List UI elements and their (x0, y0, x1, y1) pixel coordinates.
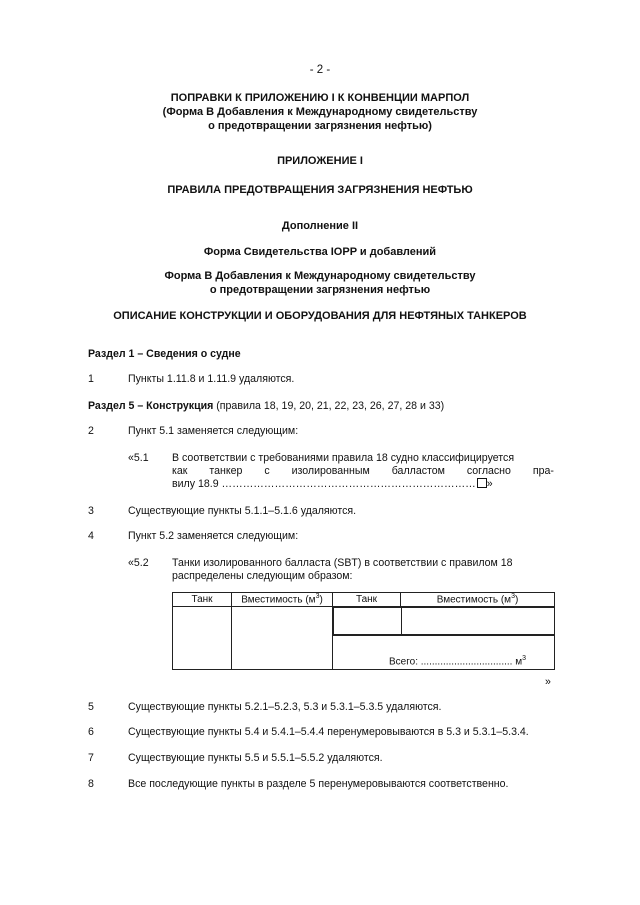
item-4-number: 4 (88, 530, 94, 542)
total-row (333, 635, 554, 669)
quote-5-1-number: «5.1 (128, 452, 149, 464)
header-line-3: о предотвращении загрязнения нефтью) (208, 120, 432, 132)
total-label: Всего: ................................. $м^3$ (388, 654, 526, 667)
item-5-text: Существующие пункты 5.2.1–5.2.3, 5.3 и 5.3.1–5.3.5 удаляются. (128, 701, 442, 713)
quote-5-1-word: согласно (466, 465, 511, 477)
right-column-group (333, 607, 555, 670)
description-title: ОПИСАНИЕ КОНСТРУКЦИИ И ОБОРУДОВАНИЯ ДЛЯ НЕФТЯНЫХ ТАНКЕРОВ (113, 310, 527, 322)
annex-title: ПРИЛОЖЕНИЕ I (277, 155, 363, 167)
form-b-line-1: Форма В Добавления к Международному свидетельству (164, 270, 476, 282)
sbt-table-body-row (173, 607, 555, 670)
quote-5-1-word: изолированным (291, 465, 370, 477)
item-6-number: 6 (88, 726, 94, 738)
item-4-text: Пункт 5.2 заменяется следующим: (128, 530, 299, 542)
header-line-1: ПОПРАВКИ К ПРИЛОЖЕНИЮ I К КОНВЕНЦИИ МАРПОЛ (170, 92, 470, 104)
header-tank-2: Танк (333, 593, 401, 607)
item-2-text: Пункт 5.1 заменяется следующим: (128, 425, 299, 437)
sbt-checkbox[interactable] (477, 478, 487, 488)
quote-5-1-word: как (172, 465, 188, 477)
item-1-text: Пункты 1.11.8 и 1.11.9 удаляются. (128, 373, 295, 385)
header-line-2: (Форма В Добавления к Международному свидетельству (162, 106, 478, 118)
section-5-heading (88, 400, 444, 413)
quote-5-1-line-1: В соответствии с требованиями правила 18 судно классифицируется (172, 452, 515, 464)
capacity-cell-2[interactable] (402, 608, 555, 635)
section-5-rules: (правила 18, 19, 20, 21, 22, 23, 26, 27, 28 и 33) (213, 400, 445, 412)
quote-5-2-close: » (545, 676, 551, 688)
section-5-title: Раздел 5 – Конструкция (88, 400, 214, 412)
rules-title: ПРАВИЛА ПРЕДОТВРАЩЕНИЯ ЗАГРЯЗНЕНИЯ НЕФТЬЮ (167, 184, 473, 196)
sbt-table-header-row (173, 593, 555, 607)
header-capacity-2: Вместимость $(м^3)$ (401, 593, 555, 607)
quote-5-1-word: пра- (532, 465, 554, 477)
item-5-number: 5 (88, 701, 94, 713)
appendix-title: Дополнение II (281, 220, 359, 232)
header-capacity-1: Вместимость $(м^3)$ (232, 593, 333, 607)
header-title (0, 91, 640, 133)
item-8-text: Все последующие пункты в разделе 5 перенумеровываются соответственно. (128, 778, 509, 790)
page-number: - 2 - (309, 64, 331, 76)
quote-5-2-number: «5.2 (128, 557, 149, 569)
header-tank-1: Танк (173, 593, 232, 607)
item-3-number: 3 (88, 505, 94, 517)
tank-cell-1[interactable] (173, 607, 232, 670)
quote-5-1-line-2 (172, 465, 554, 478)
quote-5-1-text (172, 452, 554, 491)
item-2-number: 2 (88, 425, 94, 437)
item-3-text: Существующие пункты 5.1.1–5.1.6 удаляются. (128, 505, 357, 517)
item-7-text: Существующие пункты 5.5 и 5.5.1–5.5.2 удаляются. (128, 752, 383, 764)
quote-5-1-word: с (264, 465, 270, 477)
section-1-title: Раздел 1 – Сведения о судне (88, 348, 241, 360)
quote-5-2-line-2: распределены следующим образом: (172, 570, 353, 582)
quote-5-2-line-1: Танки изолированного балласта (SBT) в соответствии с правилом 18 (172, 557, 513, 569)
form-title: Форма Свидетельства IOPP и добавлений (203, 246, 437, 258)
quote-5-2-text (172, 557, 554, 583)
form-b-line-2: о предотвращении загрязнения нефтью (209, 284, 431, 296)
quote-5-1-line-3: вилу 18.9 ……………………………………………………………… » (172, 478, 493, 490)
item-1-number: 1 (88, 373, 94, 385)
item-8-number: 8 (88, 778, 94, 790)
item-7-number: 7 (88, 752, 94, 764)
quote-5-1-word: балластом (391, 465, 445, 477)
tank-cell-2[interactable] (334, 608, 402, 635)
sbt-table (172, 592, 555, 670)
form-b-title (0, 269, 640, 297)
quote-5-1-word: танкер (209, 465, 243, 477)
item-6-text: Существующие пункты 5.4 и 5.4.1–5.4.4 перенумеровываются в 5.3 и 5.3.1–5.3.4. (128, 726, 529, 738)
capacity-cell-1[interactable] (232, 607, 333, 670)
